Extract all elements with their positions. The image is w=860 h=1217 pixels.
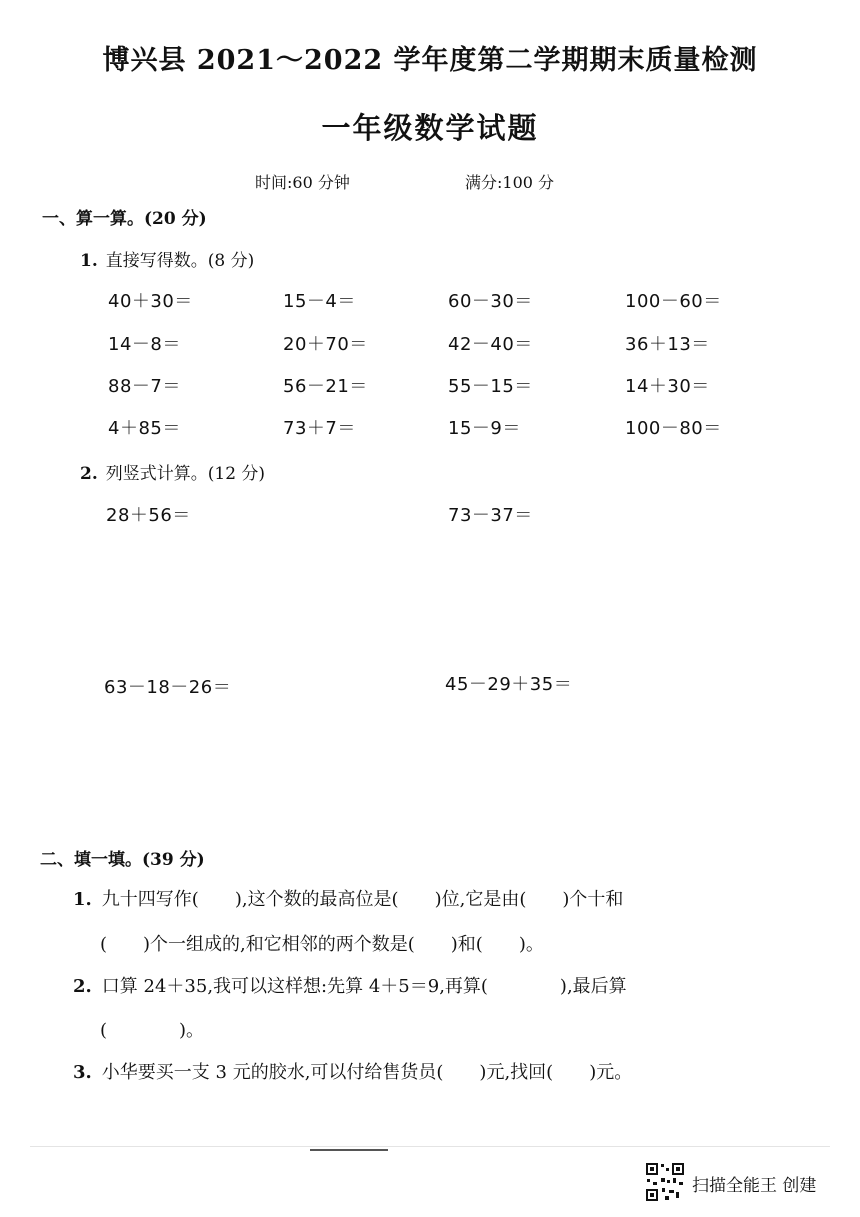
part2-heading bbox=[80, 459, 265, 484]
calc-item: 88－7＝ bbox=[108, 376, 181, 397]
calc-item: 100－60＝ bbox=[625, 291, 722, 312]
vertical-calc-item: 73－37＝ bbox=[448, 505, 533, 526]
part2-number: 2. bbox=[80, 464, 98, 484]
calc-item: 73＋7＝ bbox=[283, 418, 356, 439]
exam-subtitle: 一年级数学试题 bbox=[321, 111, 539, 145]
question-number: 3. bbox=[73, 1062, 92, 1083]
part1-title: 直接写得数。(8 分) bbox=[105, 251, 255, 271]
question-text: 小华要买一支 3 元的胶水,可以付给售货员( )元,找回( )元。 bbox=[101, 1062, 633, 1083]
page-divider-mark bbox=[310, 1149, 388, 1151]
section1-title: 一、算一算。(20 分) bbox=[42, 209, 207, 229]
exam-score: 满分:100 分 bbox=[465, 173, 555, 192]
vertical-calc-item: 45－29＋35＝ bbox=[445, 674, 573, 695]
question-3-line1 bbox=[73, 1058, 632, 1084]
calc-item: 56－21＝ bbox=[283, 376, 368, 397]
question-number: 1. bbox=[73, 889, 92, 910]
part2-title: 列竖式计算。(12 分) bbox=[105, 464, 266, 484]
calc-item: 14－8＝ bbox=[108, 334, 181, 355]
calc-item: 55－15＝ bbox=[448, 376, 533, 397]
question-2-line1 bbox=[73, 972, 627, 998]
part1-number: 1. bbox=[80, 251, 98, 271]
exam-title: 博兴县 2021～2022 学年度第二学期期末质量检测 bbox=[102, 45, 758, 76]
calc-item: 36＋13＝ bbox=[625, 334, 710, 355]
question-number: 2. bbox=[73, 976, 92, 997]
part1-heading bbox=[80, 246, 254, 271]
watermark-text: 扫描全能王 创建 bbox=[692, 1176, 817, 1196]
calc-item: 4＋85＝ bbox=[108, 418, 181, 439]
calc-item: 15－4＝ bbox=[283, 291, 356, 312]
calc-item: 15－9＝ bbox=[448, 418, 521, 439]
question-text: 九十四写作( ),这个数的最高位是( )位,它是由( )个十和 bbox=[101, 889, 624, 910]
calc-item: 14＋30＝ bbox=[625, 376, 710, 397]
vertical-calc-item: 63－18－26＝ bbox=[104, 677, 232, 698]
question-1-line2: ( )个一组成的,和它相邻的两个数是( )和( )。 bbox=[100, 934, 544, 955]
calc-item: 42－40＝ bbox=[448, 334, 533, 355]
calc-item: 60－30＝ bbox=[448, 291, 533, 312]
qr-code-icon bbox=[645, 1162, 685, 1202]
question-1-line1 bbox=[73, 885, 623, 911]
calc-item: 40＋30＝ bbox=[108, 291, 193, 312]
page-divider bbox=[30, 1146, 830, 1147]
question-text: 口算 24＋35,我可以这样想:先算 4＋5＝9,再算( ),最后算 bbox=[101, 976, 627, 997]
section2-title: 二、填一填。(39 分) bbox=[40, 850, 205, 870]
calc-item: 100－80＝ bbox=[625, 418, 722, 439]
exam-time: 时间:60 分钟 bbox=[255, 173, 350, 192]
question-2-line2: ( )。 bbox=[100, 1020, 205, 1041]
calc-item: 20＋70＝ bbox=[283, 334, 368, 355]
vertical-calc-item: 28＋56＝ bbox=[106, 505, 191, 526]
